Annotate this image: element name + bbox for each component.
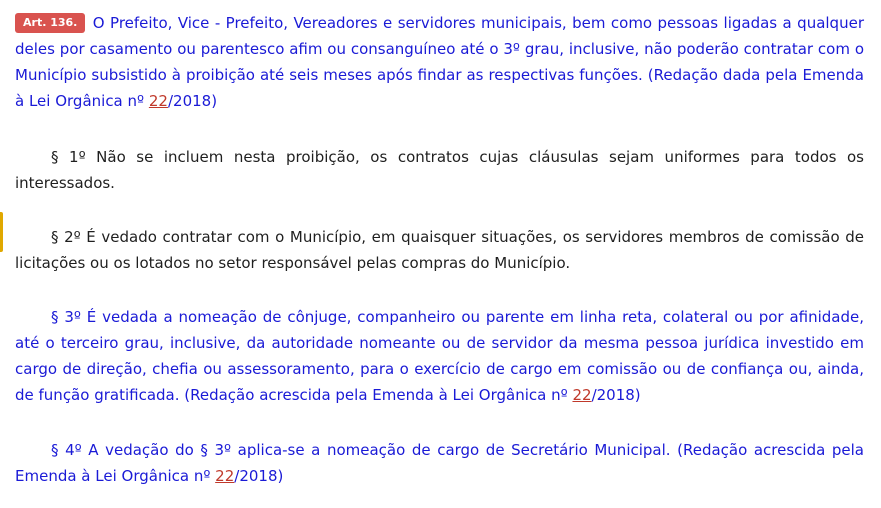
paragraph-1-text: § 1º Não se incluem nesta proibição, os contratos cujas cláusulas sejam uniformes para todos os interessados. [15, 148, 864, 192]
paragraph-3 [15, 304, 864, 408]
article-136-caput [15, 10, 864, 114]
article-text: O Prefeito, Vice - Prefeito, Vereadores e servidores municipais, bem como pessoas ligadas a qualquer deles por casamento ou parentesco afim ou consanguíneo até o 3º grau, inclusive, não poderão contratar com o Município subsistido à proibição até seis meses após findar as respectivas funções. (Redação dada pela Emenda à Lei Orgânica nº [15, 14, 864, 110]
paragraph-4-suffix: /2018) [234, 467, 284, 485]
paragraph-3-suffix: /2018) [591, 386, 641, 404]
paragraph-1 [15, 144, 864, 196]
paragraph-4 [15, 437, 864, 489]
side-marker [0, 212, 3, 252]
article-suffix: /2018) [167, 92, 218, 110]
paragraph-4-text: § 4º A vedação do § 3º aplica-se a nomeação de cargo de Secretário Municipal. (Redação acrescida pela Emenda à Lei Orgânica nº [15, 441, 864, 485]
paragraph-3-text: § 3º É vedada a nomeação de cônjuge, companheiro ou parente em linha reta, colateral ou por afinidade, até o terceiro grau, inclusive, da autoridade nomeante ou de servidor da mesma pessoa jurídica investido em cargo de direção, chefia ou assessoramento, para o exercício de cargo em comissão ou de confiança ou, ainda, de função gratificada. (Redação acrescida pela Emenda à Lei Orgânica nº [15, 308, 864, 404]
paragraph-2-text: § 2º É vedado contratar com o Município, em quaisquer situações, os servidores membros de comissão de licitações ou os lotados no setor responsável pelas compras do Município. [15, 228, 864, 272]
amendment-link[interactable]: 22 [572, 386, 592, 404]
paragraph-2 [15, 224, 864, 276]
article-number-badge: Art. 136. [15, 13, 85, 33]
amendment-link[interactable]: 22 [148, 92, 168, 110]
amendment-link[interactable]: 22 [215, 467, 235, 485]
